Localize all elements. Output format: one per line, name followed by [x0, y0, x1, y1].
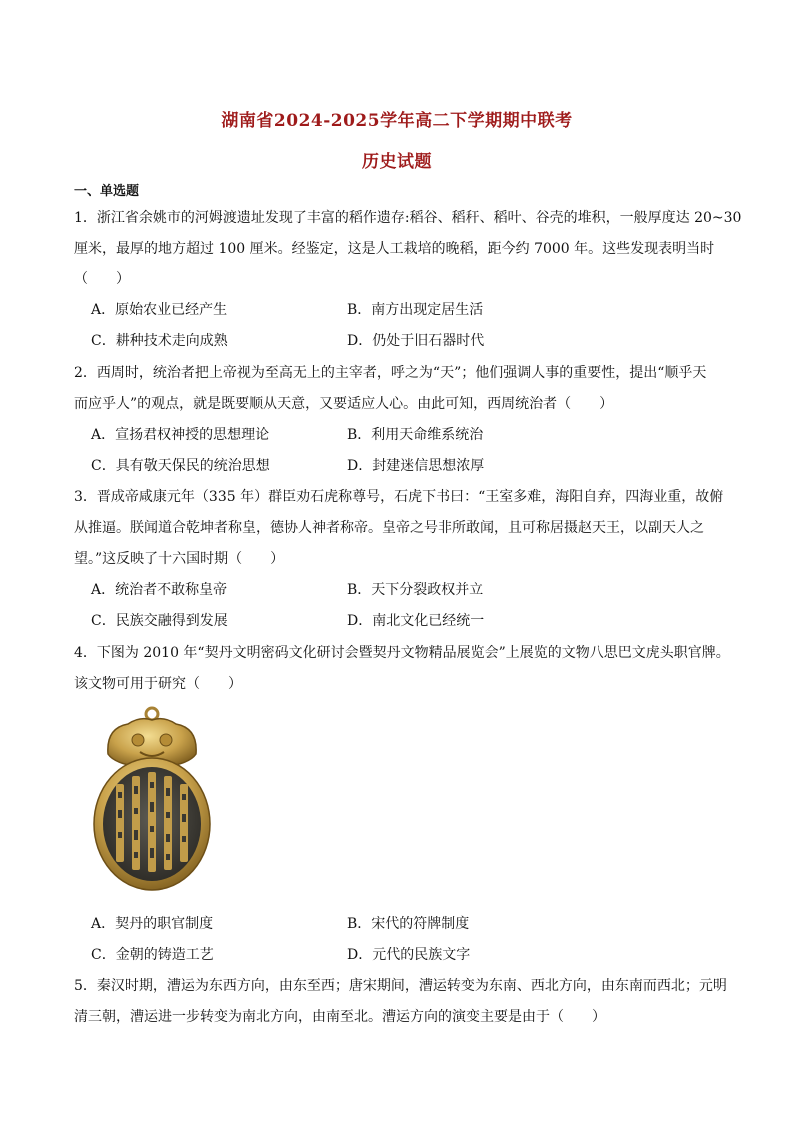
question-3-line-1: 3．晋成帝咸康元年（335 年）群臣劝石虎称尊号，石虎下书曰：“王室多难，海阳自弃，四海业重，故俯	[74, 489, 724, 505]
question-4-option-c[interactable]: C．金朝的铸造工艺	[91, 947, 214, 963]
question-4-option-a[interactable]: A．契丹的职官制度	[91, 916, 214, 932]
question-4-option-b[interactable]: B．宋代的符牌制度	[347, 916, 470, 932]
question-2-option-b[interactable]: B．利用天命维系统治	[347, 427, 484, 443]
exam-subtitle: 历史试题	[362, 152, 432, 172]
question-1-line-2: 厘米，最厚的地方超过 100 厘米。经鉴定，这是人工栽培的晚稻，距今约 7000 年。这些发现表明当时	[74, 241, 715, 257]
question-2-option-c[interactable]: C．具有敬天保民的统治思想	[91, 458, 270, 474]
question-2-line-2: 而应乎人”的观点，就是既要顺从天意，又要适应人心。由此可知，西周统治者（ ）	[74, 396, 614, 412]
question-1-option-d[interactable]: D．仍处于旧石器时代	[347, 333, 485, 349]
question-3-option-a[interactable]: A．统治者不敢称皇帝	[91, 582, 228, 598]
question-1-line-1: 1．浙江省余姚市的河姆渡遗址发现了丰富的稻作遗存:稻谷、稻秆、稻叶、谷壳的堆积，一般厚度达 20~30	[74, 210, 742, 226]
exam-title: 湖南省2024-2025学年高二下学期期中联考	[221, 111, 573, 131]
question-1-option-c[interactable]: C．耕种技术走向成熟	[91, 333, 228, 349]
question-3-option-b[interactable]: B．天下分裂政权并立	[347, 582, 484, 598]
question-1-option-a[interactable]: A．原始农业已经产生	[91, 302, 228, 318]
section-heading: 一、单选题	[74, 184, 140, 199]
question-3-line-2: 从推逼。朕闻道合乾坤者称皇，德协人神者称帝。皇帝之号非所敢闻，且可称居摄赵天王，以副天人之	[74, 520, 704, 536]
question-4-line-2: 该文物可用于研究（ ）	[74, 676, 242, 692]
question-5-line-1: 5．秦汉时期，漕运为东西方向，由东至西；唐宋期间，漕运转变为东南、西北方向，由东南而西北；元明	[74, 978, 727, 994]
question-4-option-d[interactable]: D．元代的民族文字	[347, 947, 471, 963]
question-3-option-d[interactable]: D．南北文化已经统一	[347, 613, 485, 629]
tiger-head-tablet-image	[88, 706, 216, 894]
question-3-line-3: 望。”这反映了十六国时期（ ）	[74, 551, 285, 567]
question-2-option-a[interactable]: A．宣扬君权神授的思想理论	[91, 427, 270, 443]
question-3-option-c[interactable]: C．民族交融得到发展	[91, 613, 228, 629]
question-1-line-3: （ ）	[74, 271, 130, 287]
question-2-line-1: 2．西周时，统治者把上帝视为至高无上的主宰者，呼之为“天”；他们强调人事的重要性，提出“顺乎天	[74, 365, 707, 381]
question-4-line-1: 4．下图为 2010 年“契丹文明密码文化研讨会暨契丹文物精品展览会”上展览的文物八思巴文虎头职官牌。	[74, 645, 730, 661]
question-5-line-2: 清三朝，漕运进一步转变为南北方向，由南至北。漕运方向的演变主要是由于（ ）	[74, 1009, 606, 1025]
question-2-option-d[interactable]: D．封建迷信思想浓厚	[347, 458, 485, 474]
question-1-option-b[interactable]: B．南方出现定居生活	[347, 302, 484, 318]
